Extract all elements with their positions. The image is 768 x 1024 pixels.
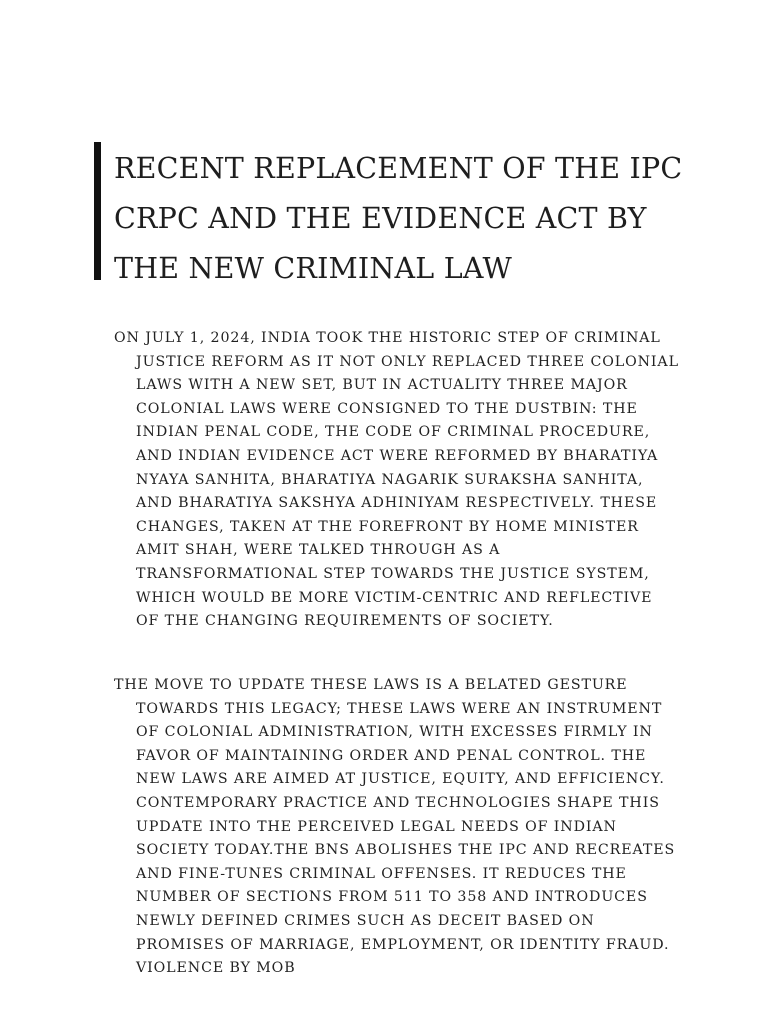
paragraph-2: THE MOVE TO UPDATE THESE LAWS IS A BELATED GESTURE TOWARDS THIS LEGACY; THESE LAWS WERE AN INSTRUMENT OF COLONIAL ADMINISTRATION, WITH EXCESSES FIRMLY IN FAVOR OF MAINTAINING ORDER AND PENAL CONTROL. THE NEW LAWS ARE AIMED AT JUSTICE, EQUITY, AND EFFICIENCY. CONTEMPORARY PRACTICE AND TECHNOLOGIES SHAPE THIS UPDATE INTO THE PERCEIVED LEGAL NEEDS OF INDIAN SOCIETY TODAY.THE BNS ABOLISHES THE IPC AND RECREATES AND FINE-TUNES CRIMINAL OFFENSES. IT REDUCES THE NUMBER OF SECTIONS FROM 511 TO 358 AND INTRODUCES NEWLY DEFINED CRIMES SUCH AS DECEIT BASED ON PROMISES OF MARRIAGE, EMPLOYMENT, OR IDENTITY FRAUD. VIOLENCE BY MOB bbox=[114, 677, 676, 977]
title-accent-bar bbox=[94, 142, 101, 280]
article-title: RECENT REPLACEMENT OF THE IPC CRPC AND THE EVIDENCE ACT BY THE NEW CRIMINAL LAW bbox=[114, 152, 683, 285]
paragraph-1: ON JULY 1, 2024, INDIA TOOK THE HISTORIC STEP OF CRIMINAL JUSTICE REFORM AS IT NOT ONLY REPLACED THREE COLONIAL LAWS WITH A NEW SET, BUT IN ACTUALITY THREE MAJOR COLONIAL LAWS WERE CONSIGNED TO THE DUSTBIN: THE INDIAN PENAL CODE, THE CODE OF CRIMINAL PROCEDURE, AND INDIAN EVIDENCE ACT WERE REFORMED BY BHARATIYA NYAYA SANHITA, BHARATIYA NAGARIK SURAKSHA SANHITA, AND BHARATIYA SAKSHYA ADHINIYAM RESPECTIVELY. THESE CHANGES, TAKEN AT THE FOREFRONT BY HOME MINISTER AMIT SHAH, WERE TALKED THROUGH AS A TRANSFORMATIONAL STEP TOWARDS THE JUSTICE SYSTEM, WHICH WOULD BE MORE VICTIM-CENTRIC AND REFLECTIVE OF THE CHANGING REQUIREMENTS OF SOCIETY. bbox=[114, 330, 679, 630]
